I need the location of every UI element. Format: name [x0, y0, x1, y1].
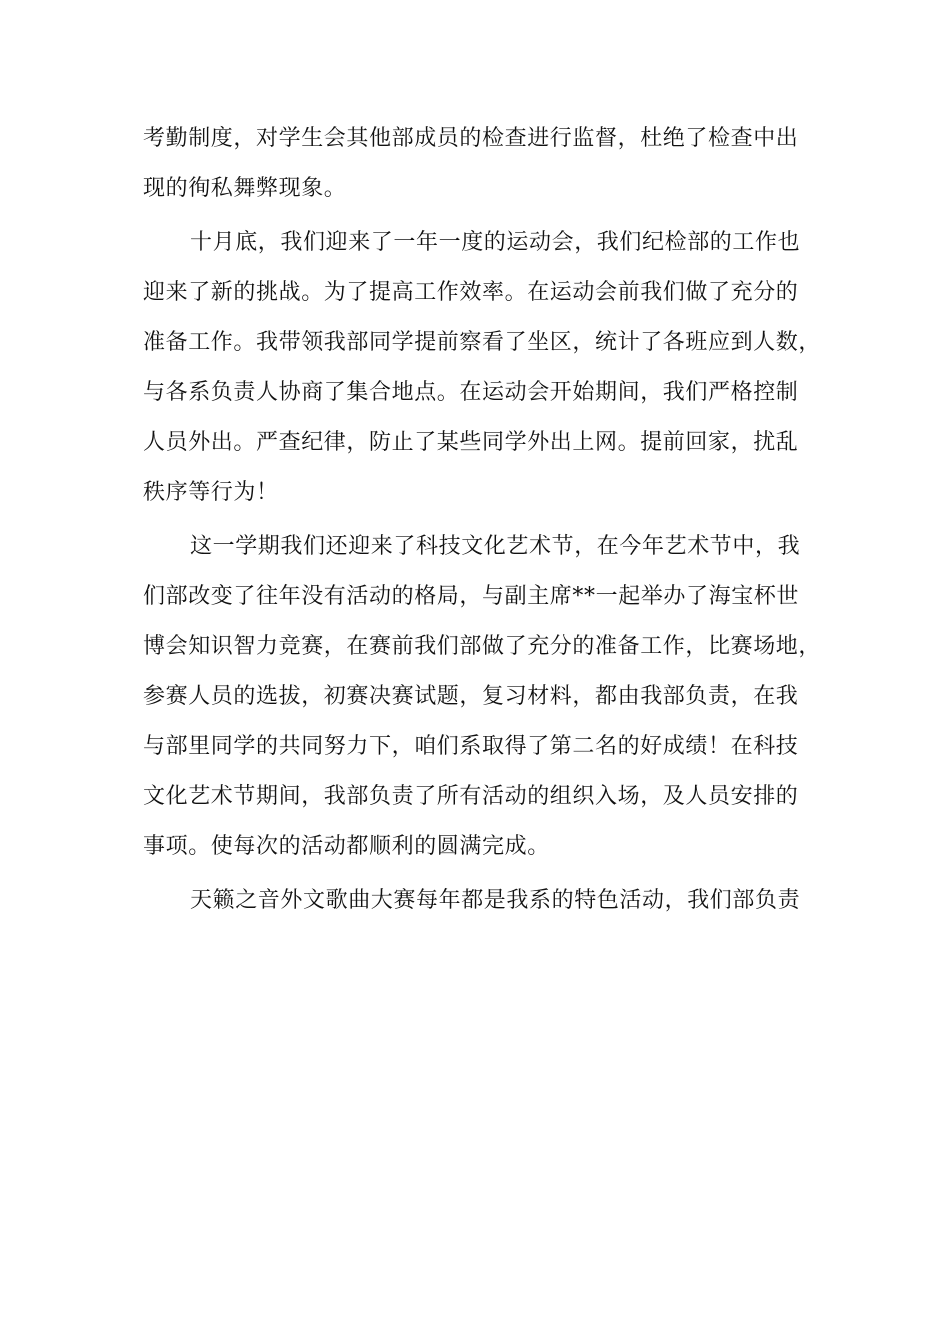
- paragraph-first-line: 这一学期我们还迎来了科技文化艺术节，在今年艺术节中，我: [190, 534, 801, 559]
- text-line: 人员外出。严查纪律，防止了某些同学外出上网。提前回家，扰乱: [143, 430, 799, 455]
- text-line: 秩序等行为！: [143, 480, 279, 505]
- text-line: 迎来了新的挑战。为了提高工作效率。在运动会前我们做了充分的: [143, 280, 799, 305]
- paragraph-first-line: 天籁之音外文歌曲大赛每年都是我系的特色活动，我们部负责: [190, 888, 801, 913]
- text-line: 文化艺术节期间，我部负责了所有活动的组织入场，及人员安排的: [143, 784, 799, 809]
- text-line: 准备工作。我带领我部同学提前察看了坐区，统计了各班应到人数，: [143, 330, 822, 355]
- paragraph-first-line: 十月底，我们迎来了一年一度的运动会，我们纪检部的工作也: [190, 230, 801, 255]
- text-line: 与部里同学的共同努力下，咱们系取得了第二名的好成绩！在科技: [143, 734, 799, 759]
- text-line: 考勤制度，对学生会其他部成员的检查进行监督，杜绝了检查中出: [143, 126, 799, 151]
- text-line: 与各系负责人协商了集合地点。在运动会开始期间，我们严格控制: [143, 380, 799, 405]
- text-line: 博会知识智力竞赛，在赛前我们部做了充分的准备工作，比赛场地，: [143, 634, 822, 659]
- text-line: 事项。使每次的活动都顺利的圆满完成。: [143, 834, 550, 859]
- text-line: 参赛人员的选拔，初赛决赛试题，复习材料，都由我部负责，在我: [143, 684, 799, 709]
- text-line: 们部改变了往年没有活动的格局，与副主席**一起举办了海宝杯世: [143, 584, 800, 609]
- text-line: 现的徇私舞弊现象。: [143, 176, 347, 201]
